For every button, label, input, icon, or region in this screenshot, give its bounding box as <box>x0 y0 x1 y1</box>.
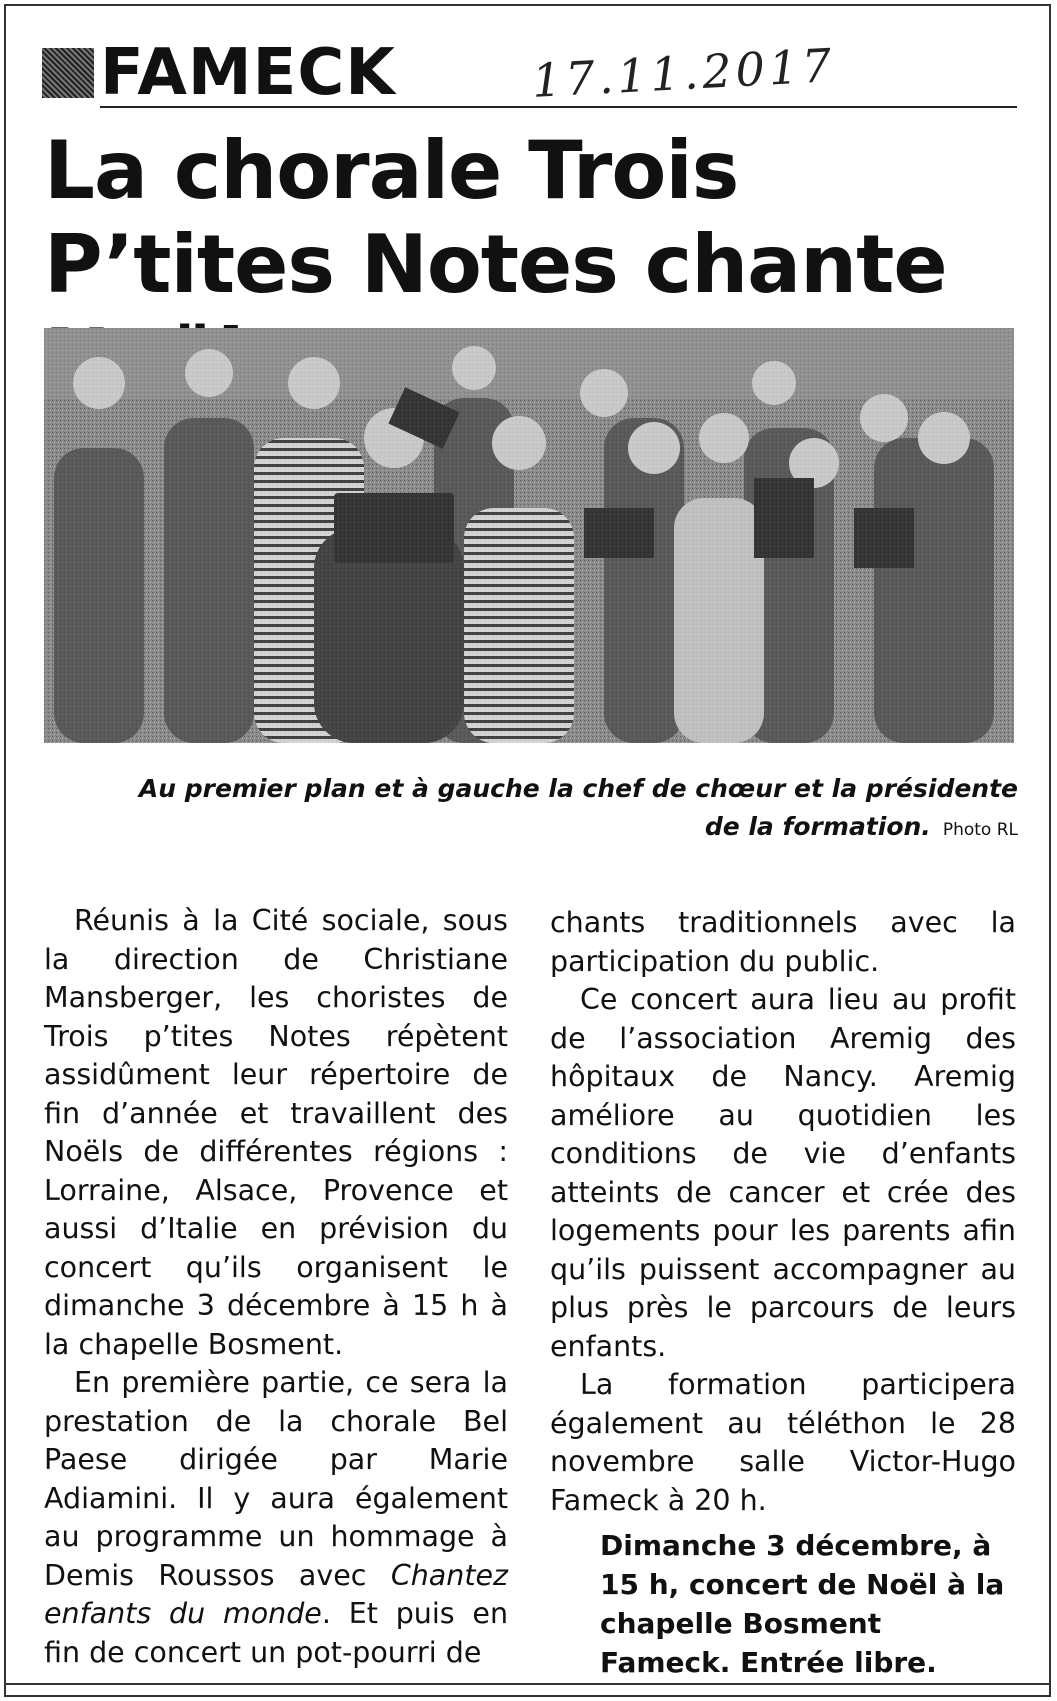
section-marker-block <box>42 48 94 98</box>
article-paragraph-2-continued: chants traditionnels avec la participation du public. <box>550 906 1016 978</box>
article-paragraph-1: Réunis à la Cité sociale, sous la direction de Christiane Mansberger, les choristes de Trois p’tites Notes répètent assidûment leur répertoire de fin d’année et travaillent des Noëls de différentes régions : Lorraine, Alsace, Provence et aussi d’Italie en prévision du concert qu’ils organisent le dimanche 3 décembre à 15 h à la chapelle Bosment. <box>44 904 508 1361</box>
event-info-box: Dimanche 3 décembre, à 15 h, concert de Noël à la chapelle Bosment Fameck. Entrée libre. <box>600 1529 1005 1679</box>
song-title: Chantez enfants du monde <box>44 1558 509 1630</box>
article-paragraph-4: La formation participera également au téléthon le 28 novembre salle Victor-Hugo Fameck à 20 h. <box>550 1368 1016 1517</box>
choir-photo <box>44 328 1014 743</box>
choir-photo-illustration <box>44 328 1014 743</box>
masthead-rule <box>100 106 1017 108</box>
p2-text-after: . Et puis en fin de concert un pot-pourri de <box>44 1597 509 1669</box>
bottom-rule <box>4 1683 1051 1685</box>
p2-text-before: En première partie, ce sera la prestation de la chorale Bel Paese dirigée par Marie Adiamini. Il y aura également au programme un hommage à Demis Roussos avec <box>44 1366 508 1592</box>
article-column-left <box>44 902 508 1672</box>
handwritten-date: 17.11.2017 <box>530 38 837 108</box>
caption-text: Au premier plan et à gauche la chef de chœur et la présidente de la formation. <box>138 774 1018 841</box>
section-label: FAMECK <box>100 36 396 110</box>
article-paragraph-2 <box>44 1364 508 1672</box>
photo-credit: Photo RL <box>942 820 1018 840</box>
photo-caption <box>100 770 1018 849</box>
article-headline: La chorale Trois P’tites Notes chante <box>44 124 947 311</box>
article-column-right <box>550 904 1016 1682</box>
article-paragraph-3: Ce concert aura lieu au profit de l’association Aremig des hôpitaux de Nancy. Aremig améliore au quotidien les conditions de vie d’enfants atteints de cancer et crée des logements pour les parents afin qu’ils puissent accompagner au plus près le parcours de leurs enfants. <box>550 983 1016 1363</box>
section-masthead <box>42 38 1017 110</box>
